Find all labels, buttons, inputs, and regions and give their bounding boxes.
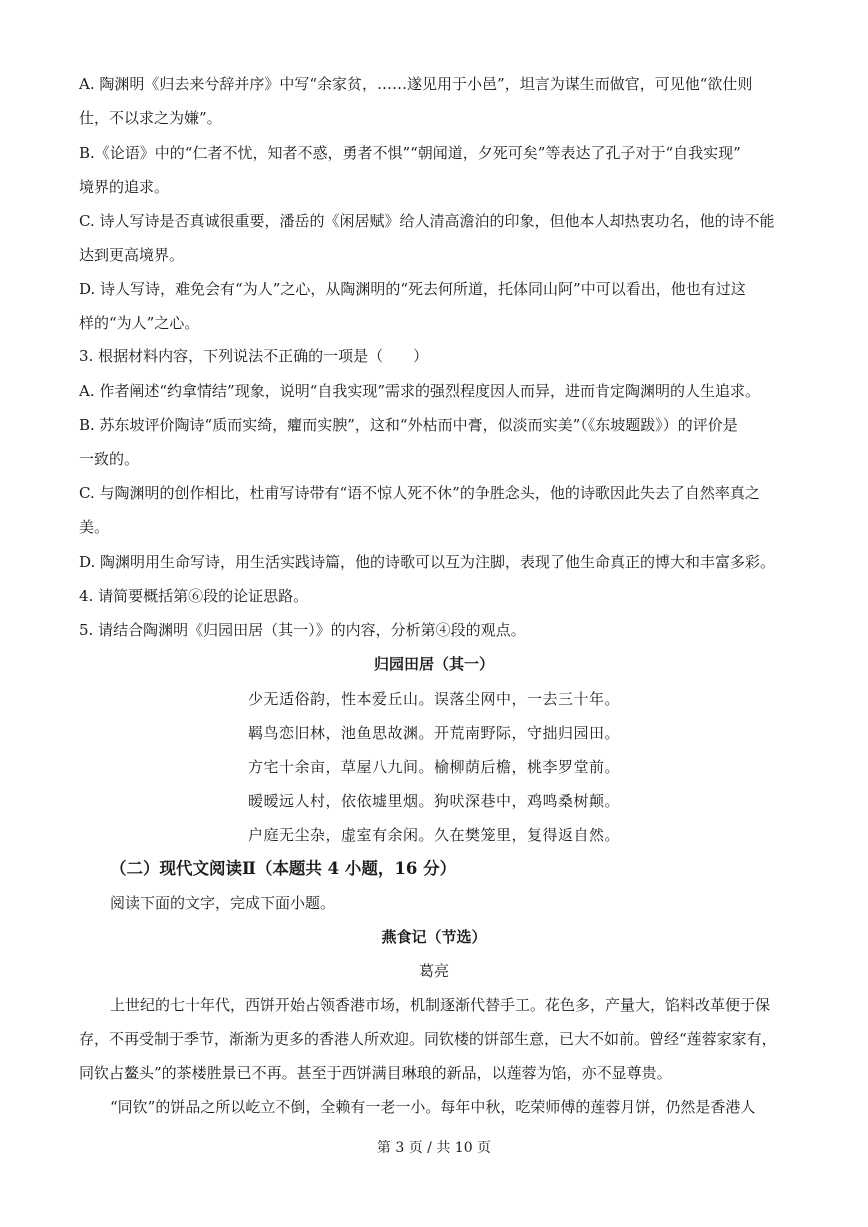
q2-option-c-line1: C. 诗人写诗是否真诚很重要，潘岳的《闲居赋》给人清高澹泊的印象，但他本人却热衷功名，他的诗不能: [79, 212, 775, 230]
article-title: 燕食记（节选）: [381, 928, 487, 946]
q2-option-d-line2: 样的“为人”之心。: [79, 314, 200, 332]
q3-option-b-line2: 一致的。: [79, 450, 140, 468]
q3-option-c-line2: 美。: [79, 518, 110, 536]
q3-option-a: A. 作者阐述“约拿情结”现象，说明“自我实现”需求的强烈程度因人而异，进而肯定陶渊明的人生追求。: [79, 382, 761, 400]
poem-title: 归园田居（其一）: [373, 655, 494, 673]
article-paragraph-line: 同钦占鳌头”的茶楼胜景已不再。甚至于西饼满目琳琅的新品，以莲蓉为馅，亦不显尊贵。: [79, 1064, 672, 1082]
q2-option-b-line2: 境界的追求。: [79, 178, 170, 196]
poem-line: 暧暧远人村，依依墟里烟。狗吠深巷中，鸡鸣桑树颠。: [247, 792, 620, 810]
poem-line: 少无适俗韵，性本爱丘山。误落尘网中，一去三十年。: [247, 690, 620, 708]
q5-stem: 5. 请结合陶渊明《归园田居（其一）》的内容，分析第④段的观点。: [79, 621, 526, 639]
article-author: 葛亮: [418, 962, 449, 980]
q2-option-a-line2: 仕，不以求之为嫌”。: [79, 109, 222, 127]
section-heading: （二）现代文阅读Ⅱ（本题共 4 小题，16 分）: [110, 859, 457, 878]
q3-option-b-line1: B. 苏东坡评价陶诗“质而实绮，癯而实腴”，这和“外枯而中膏，似淡而实美”（《东坡题跋》）的评价是: [79, 416, 738, 434]
poem-line: 方宅十余亩，草屋八九间。榆柳荫后檐，桃李罗堂前。: [247, 758, 620, 776]
q3-stem: 3. 根据材料内容，下列说法不正确的一项是（ ）: [79, 347, 429, 365]
article-paragraph-line: “同钦”的饼品之所以屹立不倒，全赖有一老一小。每年中秋，吃荣师傅的莲蓉月饼，仍然是香港人: [110, 1098, 756, 1116]
q3-option-c-line1: C. 与陶渊明的创作相比，杜甫写诗带有“语不惊人死不休”的争胜念头，他的诗歌因此失去了自然率真之: [79, 484, 760, 502]
q2-option-a-line1: A. 陶渊明《归去来兮辞并序》中写“余家贫，……遂见用于小邑”，坦言为谋生而做官，可见他“欲仕则: [79, 75, 753, 93]
section-instruction: 阅读下面的文字，完成下面小题。: [110, 894, 336, 912]
q2-option-d-line1: D. 诗人写诗，难免会有“为人”之心，从陶渊明的“死去何所道，托体同山阿”中可以看出，他也有过这: [79, 280, 746, 298]
page-footer: 第 3 页 / 共 10 页: [376, 1140, 492, 1156]
q2-option-c-line2: 达到更高境界。: [79, 246, 185, 264]
article-paragraph-line: 存，不再受制于季节，渐渐为更多的香港人所欢迎。同钦楼的饼部生意，已大不如前。曾经“莲蓉家家有，: [79, 1030, 777, 1048]
article-paragraph-line: 上世纪的七十年代，西饼开始占领香港市场，机制逐渐代替手工。花色多，产量大，馅料改革便于保: [110, 996, 771, 1014]
poem-line: 户庭无尘杂，虚室有余闲。久在樊笼里，复得返自然。: [247, 826, 620, 844]
poem-line: 羁鸟恋旧林，池鱼思故渊。开荒南野际，守拙归园田。: [247, 724, 620, 742]
q3-option-d: D. 陶渊明用生命写诗，用生活实践诗篇，他的诗歌可以互为注脚，表现了他生命真正的博大和丰富多彩。: [79, 553, 776, 571]
q2-option-b-line1: B.《论语》中的“仁者不忧，知者不惑，勇者不惧”“朝闻道，夕死可矣”等表达了孔子对于“自我实现”: [79, 144, 741, 162]
q4-stem: 4. 请简要概括第⑥段的论证思路。: [79, 587, 309, 605]
